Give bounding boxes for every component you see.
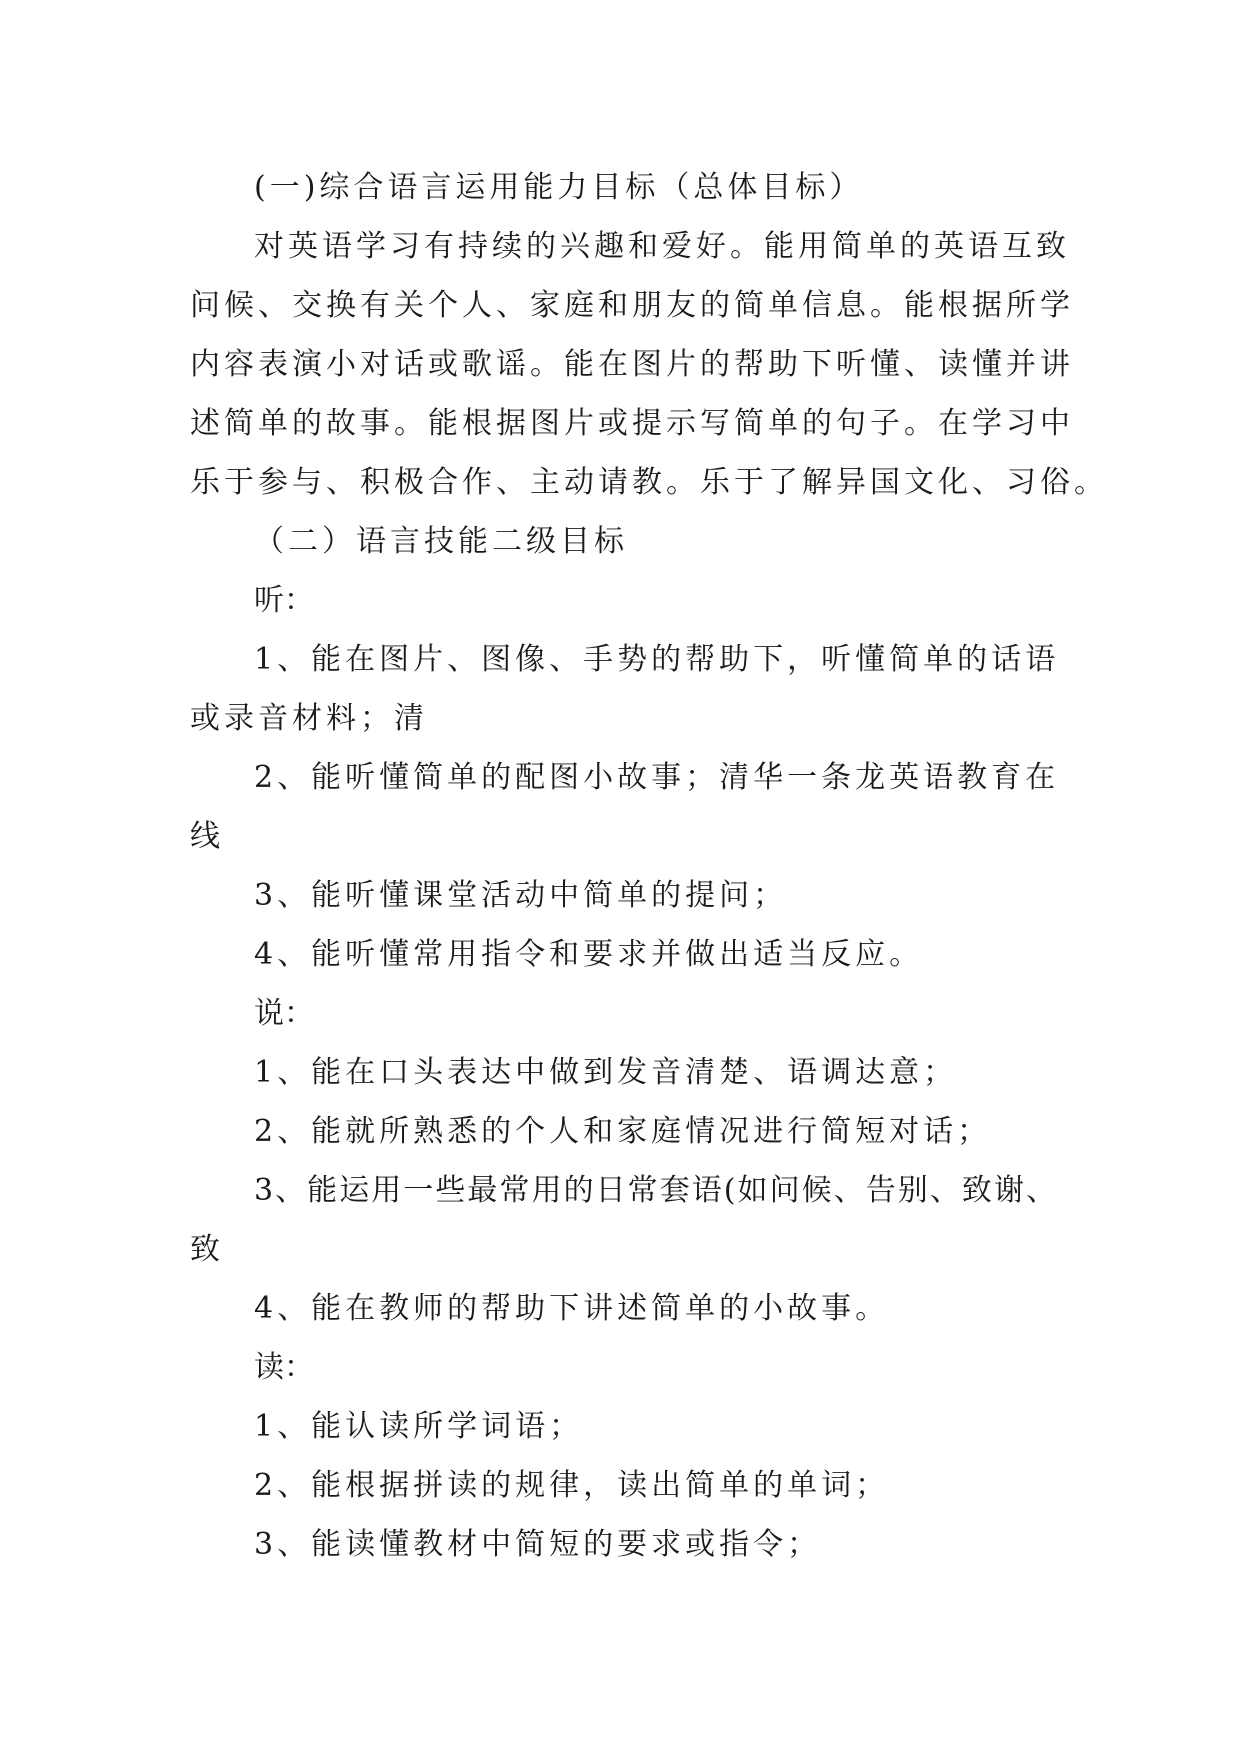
- speak-item-3: 3、能运用一些最常用的日常套语(如问候、告别、致谢、: [254, 1173, 1056, 1208]
- paragraph-line: 对英语学习有持续的兴趣和爱好。能用简单的英语互致: [254, 229, 1070, 264]
- speak-item-4: 4、能在教师的帮助下讲述简单的小故事。: [254, 1291, 890, 1326]
- read-label: 读：: [254, 1350, 314, 1385]
- listen-item-1-cont: 或录音材料；清: [190, 701, 428, 736]
- paragraph-line: 述简单的故事。能根据图片或提示写简单的句子。在学习中: [190, 406, 1074, 441]
- paragraph-line: 问候、交换有关个人、家庭和朋友的简单信息。能根据所学: [190, 288, 1074, 323]
- listen-label: 听：: [254, 583, 314, 618]
- speak-item-1: 1、能在口头表达中做到发音清楚、语调达意；: [254, 1055, 958, 1090]
- paragraph-line: 内容表演小对话或歌谣。能在图片的帮助下听懂、读懂并讲: [190, 347, 1074, 382]
- speak-item-3-cont: 致: [190, 1232, 220, 1267]
- listen-item-1: 1、能在图片、图像、手势的帮助下，听懂简单的话语: [254, 642, 1060, 677]
- listen-item-3: 3、能听懂课堂活动中简单的提问；: [254, 878, 788, 913]
- read-item-3: 3、能读懂教材中简短的要求或指令；: [254, 1527, 822, 1562]
- read-item-1: 1、能认读所学词语；: [254, 1409, 584, 1444]
- paragraph-line: 乐于参与、积极合作、主动请教。乐于了解异国文化、习俗。: [190, 465, 1108, 500]
- speak-label: 说：: [254, 996, 314, 1031]
- listen-item-2: 2、能听懂简单的配图小故事；清华一条龙英语教育在: [254, 760, 1060, 795]
- read-item-2: 2、能根据拼读的规律，读出简单的单词；: [254, 1468, 890, 1503]
- section-heading-overall-goals: (一)综合语言运用能力目标（总体目标）: [254, 170, 864, 205]
- speak-item-2: 2、能就所熟悉的个人和家庭情况进行简短对话；: [254, 1114, 992, 1149]
- listen-item-2-cont: 线: [190, 819, 224, 854]
- section-heading-level2-goals: （二）语言技能二级目标: [254, 524, 628, 559]
- document-body: [190, 158, 1108, 1574]
- listen-item-4: 4、能听懂常用指令和要求并做出适当反应。: [254, 937, 924, 972]
